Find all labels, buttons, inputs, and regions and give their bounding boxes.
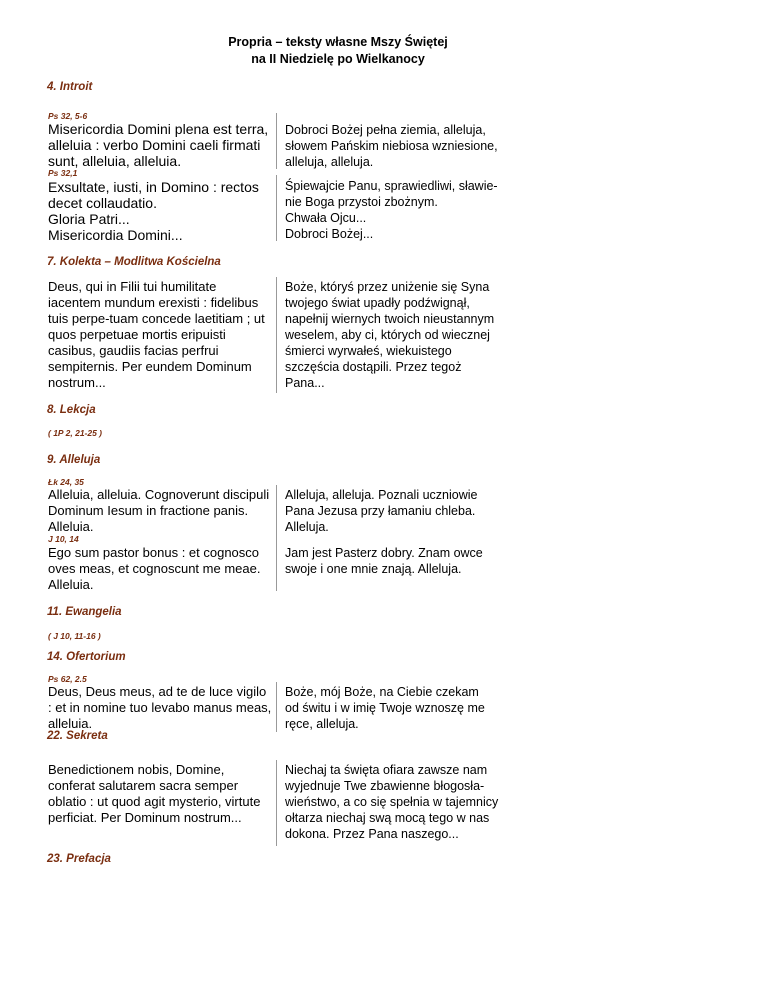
page-title: Propria – teksty własne Mszy Świętej [228,35,448,49]
scripture-ref: Ps 32,1 [48,168,78,178]
polish-text: Niechaj ta święta ofiara zawsze nam wyjednuje Twe zbawienne błogosła- wieństwo, a co się spełnia w tajemnicy ołtarza niechaj swą mocą tego w nas dokona. Przez Pana naszego... [285,763,499,841]
polish-text: Boże, któryś przez uniżenie się Syna twojego świat upadły podźwignął, napełnij wiernych twoich nieustannym weselem, aby ci, których od wiecznej śmierci wyrwałeś, wiekuistego szczęścia dostąpili. Przez tegoż Pana... [285,280,495,390]
scripture-ref: J 10, 14 [48,534,79,544]
polish-text: Jam jest Pasterz dobry. Znam owce swoje i one mnie znają. Alleluja. [285,546,483,576]
column-divider [276,682,277,732]
latin-text: Deus, Deus meus, ad te de luce vigilo : et in nomine tuo levabo manus meas, alleluia. [48,684,272,731]
scripture-ref: Ps 32, 5-6 [48,111,88,121]
scripture-ref: ( J 10, 11-16 ) [48,631,101,641]
section-heading-ofertorium: 14. Ofertorium [47,651,126,663]
polish-text: Śpiewajcie Panu, sprawiedliwi, sławie- nie Boga przystoi zbożnym. Chwała Ojcu... Dobroci Bożej... [285,179,498,241]
polish-text: Boże, mój Boże, na Ciebie czekam od świtu i w imię Twoje wznoszę me ręce, alleluja. [285,685,485,731]
column-divider [276,485,277,591]
latin-text: Benedictionem nobis, Domine, conferat salutarem sacra semper oblatio : ut quod agit mysterio, virtute perficiat. Per Dominum nostrum... [48,762,261,825]
latin-text: Deus, qui in Filii tui humilitate iacentem mundum erexisti : fidelibus tuis perpe-tuam concede laetitiam ; ut quos perpetuae mortis eripuisti casibus, gaudiis facias perfrui sempiternis. Per eundem Dominum nostrum... [48,279,265,390]
scripture-ref: ( 1P 2, 21-25 ) [48,428,103,438]
column-divider [276,113,277,169]
latin-text: Ego sum pastor bonus : et cognosco oves meas, et cognoscunt me meae. Alleluia. [48,545,261,592]
section-heading-prefacja: 23. Prefacja [47,853,111,865]
section-heading-ewangelia: 11. Ewangelia [47,606,122,618]
scripture-ref: Łk 24, 35 [48,477,84,487]
section-heading-alleluja: 9. Alleluja [47,454,101,466]
section-heading-kolekta: 7. Kolekta – Modlitwa Kościelna [47,256,221,268]
latin-text: Alleluia, alleluia. Cognoverunt discipuli Dominum Iesum in fractione panis. Alleluia. [48,487,270,534]
page-subtitle: na II Niedzielę po Wielkanocy [251,52,425,66]
polish-text: Alleluja, alleluja. Poznali uczniowie Pana Jezusa przy łamaniu chleba. Alleluja. [285,488,478,534]
column-divider [276,175,277,241]
latin-text: Misericordia Domini plena est terra, alleluia : verbo Domini caeli firmati sunt, alleluia, alleluia. [48,121,269,169]
section-heading-lekcja: 8. Lekcja [47,404,96,416]
polish-text: Dobroci Bożej pełna ziemia, alleluja, słowem Pańskim niebiosa wzniesione, alleluja, alleluja. [285,123,498,169]
section-heading-introit: 4. Introit [47,81,93,93]
latin-text: Exsultate, iusti, in Domino : rectos decet collaudatio. Gloria Patri... Misericordia Domini... [48,179,259,243]
column-divider [276,277,277,393]
section-heading-sekreta: 22. Sekreta [47,730,108,742]
column-divider [276,760,277,846]
scripture-ref: Ps 62, 2.5 [48,674,87,684]
